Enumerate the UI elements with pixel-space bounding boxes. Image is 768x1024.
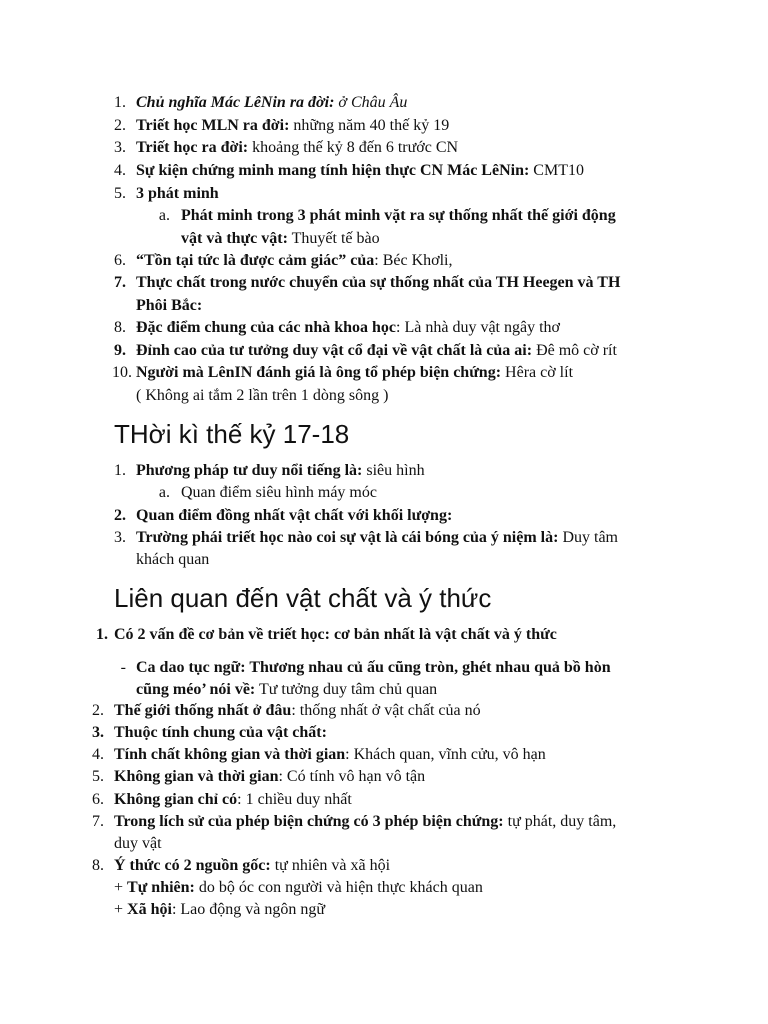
list-item: Người mà LênIN đánh giá là ông tổ phép biện chứng: Hêra cờ lít (136, 364, 574, 381)
list-number: 3. (114, 529, 126, 546)
list-item: Trường phái triết học nào coi sự vật là cái bóng của ý niệm là: Duy tâm (136, 529, 618, 546)
list-item: Có 2 vấn đề cơ bản về triết học: cơ bản nhất là vật chất và ý thức (114, 626, 557, 643)
list-item-continuation: khách quan (136, 551, 210, 568)
list-number: 1. (114, 94, 126, 111)
list-item-continuation: vật và thực vật: Thuyết tế bào (181, 230, 380, 247)
list-number: 6. (114, 252, 126, 269)
list-item: Thực chất trong nước chuyển của sự thống nhất của TH Heegen và TH (136, 274, 621, 291)
list-number: 9. (114, 342, 126, 359)
sublist-letter: a. (158, 484, 170, 501)
list-number: 3. (114, 139, 126, 156)
section-heading: THời kì thế kỷ 17-18 (114, 419, 350, 449)
list-item: Đỉnh cao của tư tưởng duy vật cổ đại về vật chất là của ai: Đê mô cờ rít (136, 342, 617, 359)
list-item: Quan điểm siêu hình máy móc (181, 484, 377, 501)
list-number: 3. (92, 724, 104, 741)
section-heading: Liên quan đến vật chất và ý thức (114, 583, 492, 613)
list-item: Chủ nghĩa Mác LêNin ra đời: ở Châu Âu (136, 94, 408, 111)
list-item: Tính chất không gian và thời gian: Khách quan, vĩnh cửu, vô hạn (114, 746, 546, 763)
list-number: 8. (92, 857, 104, 874)
list-item: Ca dao tục ngữ: Thương nhau củ ấu cũng tròn, ghét nhau quả bồ hòn (136, 659, 611, 676)
list-item: Quan điểm đồng nhất vật chất với khối lượng: (136, 507, 453, 524)
list-item: Thuộc tính chung của vật chất: (114, 724, 327, 741)
list-subline: + Tự nhiên: do bộ óc con người và hiện thực khách quan (114, 879, 483, 896)
list-item: Triết học MLN ra đời: những năm 40 thế kỷ 19 (136, 117, 450, 134)
sublist-letter: a. (158, 207, 170, 224)
list-item: Trong lích sử của phép biện chứng có 3 phép biện chứng: tự phát, duy tâm, (114, 813, 617, 830)
list-number: 1. (114, 462, 126, 479)
list-item: 3 phát minh (136, 185, 219, 202)
list-number: 4. (92, 746, 104, 763)
list-number: 2. (92, 702, 104, 719)
list-number: 2. (114, 117, 126, 134)
list-item: Ý thức có 2 nguồn gốc: tự nhiên và xã hội (114, 857, 391, 874)
list-number: 6. (92, 791, 104, 808)
list-item: Không gian chỉ có: 1 chiều duy nhất (114, 791, 352, 808)
list-number: 1. (96, 626, 108, 643)
list-item-continuation: Phôi Bắc: (136, 297, 203, 314)
list-item-continuation: duy vật (114, 835, 162, 852)
list-item: Đặc điểm chung của các nhà khoa học: Là nhà duy vật ngây thơ (136, 319, 561, 336)
list-number: 5. (92, 768, 104, 785)
list-item-continuation: ( Không ai tắm 2 lần trên 1 dòng sông ) (136, 387, 389, 404)
list-item: Phương pháp tư duy nổi tiếng là: siêu hình (136, 462, 425, 479)
list-item: Sự kiện chứng minh mang tính hiện thực CN Mác LêNin: CMT10 (136, 162, 584, 179)
list-dash: - (120, 659, 126, 676)
list-number: 8. (114, 319, 126, 336)
list-subline: + Xã hội: Lao động và ngôn ngữ (114, 901, 326, 918)
list-number: 7. (114, 274, 126, 291)
list-item-continuation: cũng méo’ nói về: Tư tưởng duy tâm chủ quan (136, 681, 438, 698)
list-item: Triết học ra đời: khoảng thế kỷ 8 đến 6 trước CN (136, 139, 459, 156)
list-number: 10. (112, 364, 132, 381)
list-item: “Tồn tại tức là được cảm giác” của: Béc Khơli, (136, 252, 453, 269)
list-number: 4. (114, 162, 126, 179)
list-number: 2. (114, 507, 126, 524)
list-item: Phát minh trong 3 phát minh vặt ra sự thống nhất thế giới động (181, 207, 616, 224)
list-item: Thế giới thống nhất ở đâu: thống nhất ở vật chất của nó (114, 702, 481, 719)
list-number: 7. (92, 813, 104, 830)
list-number: 5. (114, 185, 126, 202)
list-item: Không gian và thời gian: Có tính vô hạn vô tận (114, 768, 426, 785)
